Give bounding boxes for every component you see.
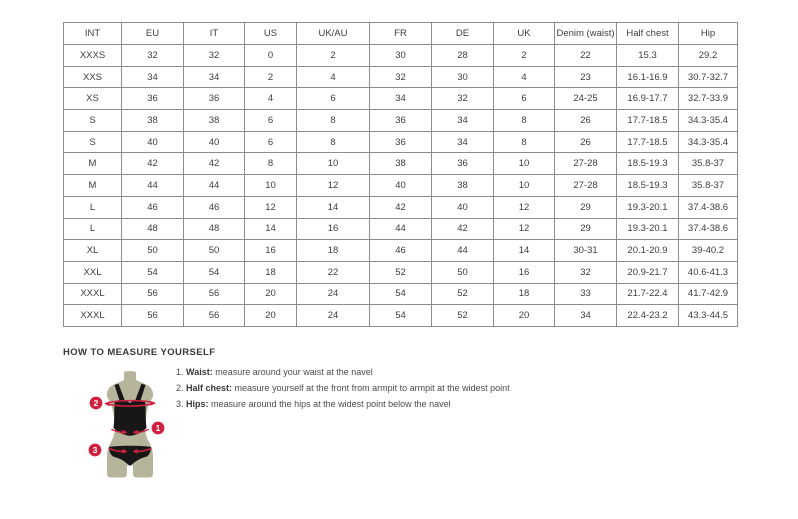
size-cell: 32 xyxy=(122,45,184,67)
size-row xyxy=(64,240,738,262)
size-cell: 14 xyxy=(297,196,370,218)
size-cell: 18 xyxy=(245,261,297,283)
size-cell: 30.7-32.7 xyxy=(679,66,738,88)
size-cell: 40 xyxy=(370,175,432,197)
size-cell: 26 xyxy=(555,110,617,132)
size-cell: 44 xyxy=(432,240,494,262)
size-cell: 16 xyxy=(297,218,370,240)
size-cell: M xyxy=(64,175,122,197)
size-cell: 8 xyxy=(494,110,555,132)
size-cell: 36 xyxy=(184,88,245,110)
size-cell: 18 xyxy=(297,240,370,262)
size-row xyxy=(64,218,738,240)
size-cell: 34 xyxy=(184,66,245,88)
size-cell: 52 xyxy=(370,261,432,283)
size-cell: 19.3-20.1 xyxy=(617,218,679,240)
size-cell: 16.1-16.9 xyxy=(617,66,679,88)
size-cell: 48 xyxy=(184,218,245,240)
size-cell: XXXL xyxy=(64,305,122,327)
size-row xyxy=(64,261,738,283)
size-cell: 2 xyxy=(297,45,370,67)
size-cell: 46 xyxy=(184,196,245,218)
svg-text:1: 1 xyxy=(155,423,161,434)
size-cell: 48 xyxy=(122,218,184,240)
size-cell: 40.6-41.3 xyxy=(679,261,738,283)
size-cell: 39-40.2 xyxy=(679,240,738,262)
size-cell: 8 xyxy=(297,131,370,153)
size-cell: 40 xyxy=(184,131,245,153)
size-cell: 32 xyxy=(184,45,245,67)
size-cell: 2 xyxy=(245,66,297,88)
size-cell: 29 xyxy=(555,218,617,240)
size-cell: M xyxy=(64,153,122,175)
size-cell: 54 xyxy=(370,283,432,305)
size-cell: 18.5-19.3 xyxy=(617,175,679,197)
size-cell: 32 xyxy=(555,261,617,283)
step-number: 3. xyxy=(176,399,184,409)
size-cell: 26 xyxy=(555,131,617,153)
size-cell: XXXL xyxy=(64,283,122,305)
size-cell: 50 xyxy=(122,240,184,262)
size-cell: 46 xyxy=(370,240,432,262)
size-cell: 42 xyxy=(432,218,494,240)
size-cell: 29.2 xyxy=(679,45,738,67)
size-cell: 27-28 xyxy=(555,175,617,197)
step-number: 2. xyxy=(176,383,184,393)
step-label: Half chest: xyxy=(186,383,233,393)
size-cell: 24 xyxy=(297,283,370,305)
size-cell: 42 xyxy=(122,153,184,175)
size-cell: 23 xyxy=(555,66,617,88)
size-cell: 42 xyxy=(184,153,245,175)
step-label: Hips: xyxy=(186,399,209,409)
size-row xyxy=(64,283,738,305)
size-chart-table xyxy=(63,22,738,327)
column-header: UK/AU xyxy=(297,23,370,45)
size-cell: 10 xyxy=(297,153,370,175)
size-cell: 14 xyxy=(494,240,555,262)
size-cell: L xyxy=(64,196,122,218)
size-cell: XXS xyxy=(64,66,122,88)
column-header: DE xyxy=(432,23,494,45)
size-cell: 29 xyxy=(555,196,617,218)
size-cell: 12 xyxy=(245,196,297,218)
size-cell: 20.1-20.9 xyxy=(617,240,679,262)
size-cell: 12 xyxy=(494,218,555,240)
size-cell: 15.3 xyxy=(617,45,679,67)
size-chart-header-row xyxy=(64,23,738,45)
size-cell: 20 xyxy=(245,305,297,327)
size-cell: 30-31 xyxy=(555,240,617,262)
column-header: FR xyxy=(370,23,432,45)
size-cell: 56 xyxy=(122,283,184,305)
size-cell: 24-25 xyxy=(555,88,617,110)
size-cell: 36 xyxy=(122,88,184,110)
size-cell: 12 xyxy=(494,196,555,218)
size-cell: 22 xyxy=(297,261,370,283)
column-header: EU xyxy=(122,23,184,45)
size-cell: S xyxy=(64,110,122,132)
size-cell: 32.7-33.9 xyxy=(679,88,738,110)
size-cell: 34 xyxy=(370,88,432,110)
size-cell: 6 xyxy=(297,88,370,110)
how-to-measure-heading: HOW TO MEASURE YOURSELF xyxy=(63,347,216,358)
size-cell: 4 xyxy=(245,88,297,110)
size-cell: 4 xyxy=(297,66,370,88)
column-header: US xyxy=(245,23,297,45)
svg-text:3: 3 xyxy=(92,445,98,456)
size-cell: 8 xyxy=(245,153,297,175)
size-cell: 19.3-20.1 xyxy=(617,196,679,218)
size-cell: 16 xyxy=(494,261,555,283)
size-cell: 34 xyxy=(432,110,494,132)
size-cell: 50 xyxy=(432,261,494,283)
size-cell: 2 xyxy=(494,45,555,67)
column-header: UK xyxy=(494,23,555,45)
size-cell: 22.4-23.2 xyxy=(617,305,679,327)
measure-arrow-chest-left xyxy=(104,401,110,406)
size-cell: 17.7-18.5 xyxy=(617,110,679,132)
size-cell: L xyxy=(64,218,122,240)
badge-waist xyxy=(152,422,165,435)
column-header: Denim (waist) xyxy=(555,23,617,45)
size-cell: 32 xyxy=(370,66,432,88)
size-cell: 50 xyxy=(184,240,245,262)
size-row xyxy=(64,66,738,88)
size-cell: 37.4-38.6 xyxy=(679,218,738,240)
size-cell: 43.3-44.5 xyxy=(679,305,738,327)
measurement-figure xyxy=(80,370,185,485)
size-cell: 36 xyxy=(370,110,432,132)
size-cell: 35.8-37 xyxy=(679,153,738,175)
size-cell: 27-28 xyxy=(555,153,617,175)
size-cell: 30 xyxy=(370,45,432,67)
size-cell: 54 xyxy=(122,261,184,283)
column-header: INT xyxy=(64,23,122,45)
size-cell: 44 xyxy=(184,175,245,197)
size-cell: 32 xyxy=(432,88,494,110)
size-cell: 20 xyxy=(494,305,555,327)
size-cell: 41.7-42.9 xyxy=(679,283,738,305)
size-cell: 40 xyxy=(122,131,184,153)
size-cell: 42 xyxy=(370,196,432,218)
size-cell: 38 xyxy=(370,153,432,175)
size-row xyxy=(64,196,738,218)
column-header: Hip xyxy=(679,23,738,45)
size-cell: 16 xyxy=(245,240,297,262)
size-cell: 38 xyxy=(432,175,494,197)
size-cell: 54 xyxy=(370,305,432,327)
size-cell: 54 xyxy=(184,261,245,283)
column-header: Half chest xyxy=(617,23,679,45)
size-row xyxy=(64,45,738,67)
size-cell: 8 xyxy=(494,131,555,153)
size-cell: 36 xyxy=(432,153,494,175)
size-cell: 18.5-19.3 xyxy=(617,153,679,175)
size-cell: 44 xyxy=(370,218,432,240)
size-cell: 16.9-17.7 xyxy=(617,88,679,110)
size-cell: 34.3-35.4 xyxy=(679,131,738,153)
size-cell: 6 xyxy=(245,131,297,153)
size-cell: 34 xyxy=(432,131,494,153)
size-cell: 40 xyxy=(432,196,494,218)
size-cell: 38 xyxy=(184,110,245,132)
size-cell: XXXS xyxy=(64,45,122,67)
size-cell: 6 xyxy=(494,88,555,110)
step-text: measure around the hips at the widest point below the navel xyxy=(208,399,451,409)
measure-arrow-chest-right xyxy=(150,401,156,406)
size-cell: 18 xyxy=(494,283,555,305)
measure-steps-list xyxy=(176,368,510,416)
size-cell: 6 xyxy=(245,110,297,132)
size-cell: S xyxy=(64,131,122,153)
size-cell: 37.4-38.6 xyxy=(679,196,738,218)
size-cell: 52 xyxy=(432,283,494,305)
size-cell: 20.9-21.7 xyxy=(617,261,679,283)
size-cell: 20 xyxy=(245,283,297,305)
size-cell: 34 xyxy=(555,305,617,327)
size-cell: 52 xyxy=(432,305,494,327)
size-cell: 36 xyxy=(370,131,432,153)
size-cell: XL xyxy=(64,240,122,262)
size-cell: 4 xyxy=(494,66,555,88)
size-cell: 14 xyxy=(245,218,297,240)
size-cell: 34.3-35.4 xyxy=(679,110,738,132)
size-cell: 33 xyxy=(555,283,617,305)
step-label: Waist: xyxy=(186,367,213,377)
size-cell: 21.7-22.4 xyxy=(617,283,679,305)
size-row xyxy=(64,110,738,132)
size-cell: 28 xyxy=(432,45,494,67)
badge-hips xyxy=(89,444,102,457)
size-cell: 56 xyxy=(184,305,245,327)
size-cell: 24 xyxy=(297,305,370,327)
size-cell: 10 xyxy=(494,175,555,197)
size-row xyxy=(64,175,738,197)
measure-step xyxy=(176,400,510,410)
size-cell: 38 xyxy=(122,110,184,132)
size-cell: XS xyxy=(64,88,122,110)
size-row xyxy=(64,153,738,175)
size-cell: 22 xyxy=(555,45,617,67)
size-cell: 10 xyxy=(245,175,297,197)
size-row xyxy=(64,131,738,153)
size-cell: 10 xyxy=(494,153,555,175)
step-number: 1. xyxy=(176,367,184,377)
size-cell: 30 xyxy=(432,66,494,88)
measure-step xyxy=(176,384,510,394)
size-cell: 56 xyxy=(184,283,245,305)
size-cell: 56 xyxy=(122,305,184,327)
column-header: IT xyxy=(184,23,245,45)
size-cell: XXL xyxy=(64,261,122,283)
size-cell: 12 xyxy=(297,175,370,197)
size-chart-body xyxy=(64,45,738,327)
step-text: measure around your waist at the navel xyxy=(212,367,373,377)
size-cell: 17.7-18.5 xyxy=(617,131,679,153)
badge-half-chest xyxy=(90,397,103,410)
size-row xyxy=(64,88,738,110)
size-cell: 35.8-37 xyxy=(679,175,738,197)
measure-step xyxy=(176,368,510,378)
size-row xyxy=(64,305,738,327)
size-cell: 8 xyxy=(297,110,370,132)
size-cell: 34 xyxy=(122,66,184,88)
svg-text:2: 2 xyxy=(93,398,99,409)
size-cell: 46 xyxy=(122,196,184,218)
size-cell: 44 xyxy=(122,175,184,197)
size-cell: 0 xyxy=(245,45,297,67)
step-text: measure yourself at the front from armpit to armpit at the widest point xyxy=(232,383,510,393)
